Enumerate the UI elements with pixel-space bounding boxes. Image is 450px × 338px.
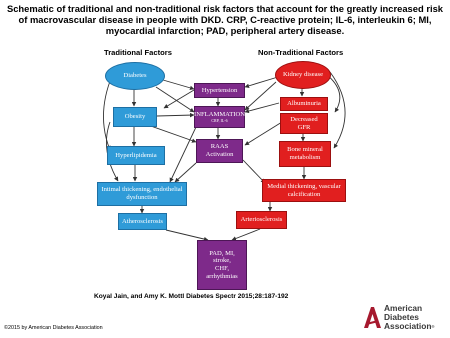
traditional-factors-header: Traditional Factors [104,48,172,57]
arrow-obesity-raas [148,125,196,142]
arrow-kidney-hypertension [245,77,278,87]
arrow-inflammation-intimal [170,127,196,182]
node-medial-thickening: Medial thickening, vascular calcification [262,179,346,202]
registered-mark: ® [431,324,435,329]
node-kidney-disease: Kidney disease [275,61,331,89]
arrow-albuminuria-inflammation [245,103,279,112]
figure-title: Schematic of traditional and non-traditional risk factors that account for the greatly increased risk of macrovascular disease in people with DKD. CRP, C-reactive protein; IL-6, interleukin 6; MI, myocardial infarction; PAD, peripheral artery disease. [6,3,444,36]
node-outcomes: PAD, MI, stroke, CHF, arrhythmias [197,240,247,290]
node-raas-activation: RAAS Activation [196,139,243,163]
node-obesity: Obesity [113,107,157,127]
node-albuminuria: Albuminuria [280,97,328,111]
arrow-diabetes-inflammation [156,87,194,112]
arrow-hypertension-obesity [164,90,194,108]
node-decreased-gfr: Decreased GFR [280,113,328,134]
arrow-atherosclerosis-outcome [166,230,208,240]
ada-logo-icon [362,304,382,330]
arrow-gfr-raas [245,122,282,145]
arrow-kidney-inflammation [245,82,276,110]
inflammation-label: INFLAMMATION [194,110,245,118]
arrow-raas-intimal [175,163,196,182]
arrow-kidney-bone [330,72,345,148]
node-intimal-thickening: Intimal thickening, endothelial dysfunction [97,182,187,206]
logo-line-3: Association [384,321,432,331]
arrow-diabetes-hyperlipidemia [103,76,112,150]
node-diabetes: Diabetes [105,62,165,90]
inflammation-sublabel: CRP, IL-6 [211,118,228,124]
node-bone-mineral-metabolism: Bone mineral metabolism [279,141,331,167]
arrow-diabetes-hypertension [163,80,194,89]
node-hyperlipidemia: Hyperlipidemia [107,146,165,165]
node-hypertension: Hypertension [194,83,245,98]
ada-logo [362,300,447,334]
arrow-arteriosclerosis-outcome [232,229,260,240]
node-atherosclerosis: Atherosclerosis [118,213,167,230]
node-arteriosclerosis: Arteriosclerosis [236,211,287,229]
copyright-notice: ©2015 by American Diabetes Association [4,325,103,331]
citation: Koyal Jain, and Amy K. Mottl Diabetes Spectr 2015;28:187-192 [94,293,289,300]
logo-line-2: Diabetes [384,312,419,322]
non-traditional-factors-header: Non-Traditional Factors [258,48,344,57]
logo-line-1: American [384,303,423,313]
node-inflammation [194,106,245,128]
ada-logo-text [384,304,434,331]
arrow-obesity-inflammation [157,115,194,116]
